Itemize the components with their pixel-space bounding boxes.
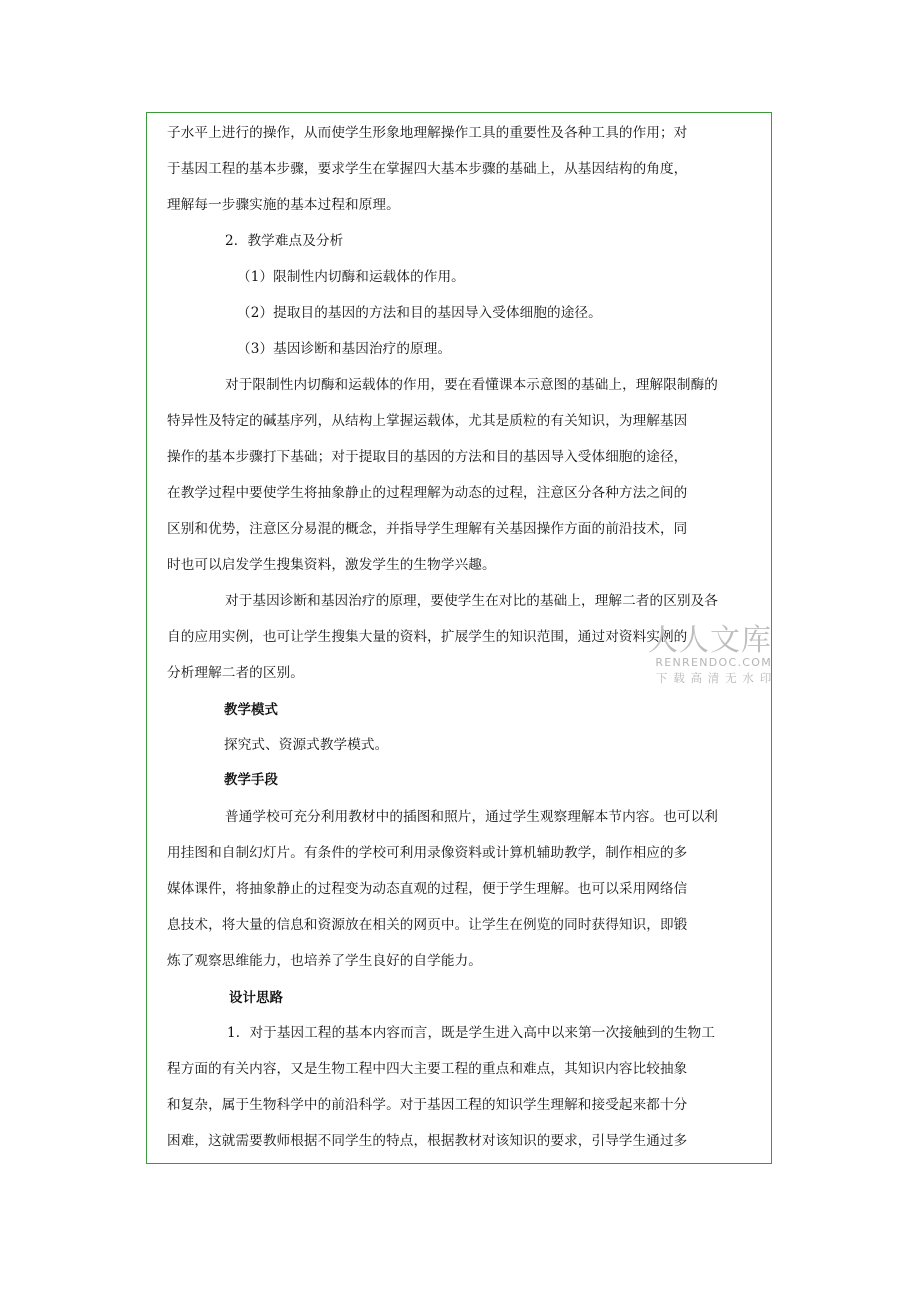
watermark — [640, 623, 777, 686]
text-line: 困难，这就需要教师根据不同学生的特点，根据教材对该知识的要求，引导学生通过多 — [167, 1133, 688, 1149]
text-line: 操作的基本步骤打下基础；对于提取目的基因的方法和目的基因导入受体细胞的途径， — [167, 449, 688, 465]
text-line: 自的应用实例，也可让学生搜集大量的资料，扩展学生的知识范围，通过对资料实例的 — [167, 629, 688, 645]
text-line: 和复杂，属于生物科学中的前沿科学。对于基因工程的知识学生理解和接受起来都十分 — [167, 1097, 688, 1113]
text-line: 炼了观察思维能力，也培养了学生良好的自学能力。 — [167, 953, 482, 969]
text-line: 子水平上进行的操作，从而使学生形象地理解操作工具的重要性及各种工具的作用；对 — [167, 125, 688, 141]
text-line: 对于基因诊断和基因治疗的原理，要使学生在对比的基础上，理解二者的区别及各 — [225, 593, 718, 609]
text-line: 于基因工程的基本步骤，要求学生在掌握四大基本步骤的基础上，从基因结构的角度， — [167, 161, 688, 177]
text-line: 在教学过程中要使学生将抽象静止的过程理解为动态的过程，注意区分各种方法之间的 — [167, 485, 688, 501]
text-line: 普通学校可充分利用教材中的插图和照片，通过学生观察理解本节内容。也可以利 — [225, 809, 718, 825]
list-item: （2）提取目的基因的方法和目的基因导入受体细胞的途径。 — [237, 305, 602, 321]
watermark-title: 人人文库 — [648, 623, 772, 658]
watermark-site: RENRENDOC.COM — [655, 656, 772, 669]
section-heading-teaching-means: 教学手段 — [224, 773, 278, 788]
text-line: 区别和优势，注意区分易混的概念，并指导学生理解有关基因操作方面的前沿技术，同 — [167, 521, 688, 537]
text-line: 1．对于基因工程的基本内容而言，既是学生进入高中以来第一次接触到的生物工 — [227, 1025, 716, 1041]
text-line: 时也可以启发学生搜集资料，激发学生的生物学兴趣。 — [167, 557, 496, 573]
text-line: 用挂图和自制幻灯片。有条件的学校可利用录像资料或计算机辅助教学，制作相应的多 — [167, 845, 688, 861]
text-line: 探究式、资源式教学模式。 — [224, 737, 389, 753]
text-line: 息技术，将大量的信息和资源放在相关的网页中。让学生在例览的同时获得知识，即锻 — [167, 917, 688, 933]
section-heading-difficulties: 2．教学难点及分析 — [225, 233, 344, 249]
text-line: 特异性及特定的碱基序列，从结构上掌握运载体，尤其是质粒的有关知识，为理解基因 — [167, 413, 688, 429]
text-line: 媒体课件，将抽象静止的过程变为动态直观的过程，便于学生理解。也可以采用网络信 — [167, 881, 688, 897]
list-item: （1）限制性内切酶和运载体的作用。 — [237, 269, 465, 285]
section-heading-teaching-mode: 教学模式 — [224, 703, 278, 718]
text-line: 分析理解二者的区别。 — [167, 665, 304, 681]
watermark-subtitle: 下载高清无水印 — [655, 671, 777, 685]
list-item: （3）基因诊断和基因治疗的原理。 — [237, 341, 452, 357]
text-line: 理解每一步骤实施的基本过程和原理。 — [167, 197, 400, 213]
text-line: 对于限制性内切酶和运载体的作用，要在看懂课本示意图的基础上，理解限制酶的 — [225, 377, 718, 393]
text-line: 程方面的有关内容，又是生物工程中四大主要工程的重点和难点，其知识内容比较抽象 — [167, 1061, 688, 1077]
section-heading-design-ideas: 设计思路 — [229, 991, 283, 1006]
